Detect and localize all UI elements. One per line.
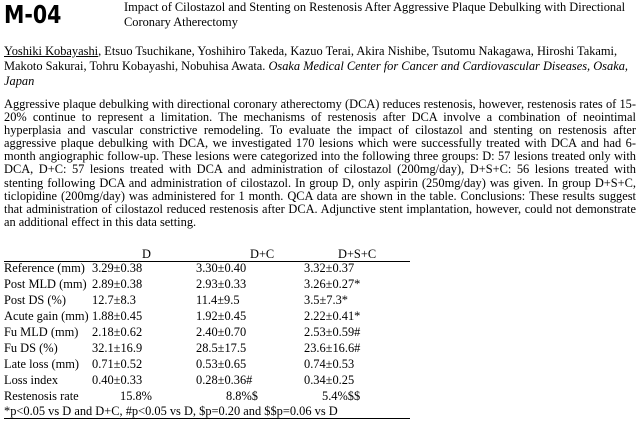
table-cell: Restenosis rate bbox=[4, 389, 79, 403]
table-cell: Loss index bbox=[4, 373, 59, 387]
abstract-title: Impact of Cilostazol and Stenting on Restenosis After Aggressive Plaque Debulking with Directional Coronary Atherectomy bbox=[124, 0, 626, 29]
table-cell: 23.6±16.6# bbox=[304, 341, 361, 355]
table-cell: Fu MLD (mm) bbox=[4, 325, 79, 339]
table-row bbox=[4, 262, 424, 275]
table-cell: 0.34±0.25 bbox=[304, 373, 355, 387]
table-cell: 2.18±0.62 bbox=[92, 325, 143, 339]
table-row bbox=[4, 326, 424, 339]
abstract-body: Aggressive plaque debulking with directional coronary atherectomy (DCA) reduces restenosis, however, restenosis rates of 15-20% continue to represent a limitation. The mechanisms of restenosis after DCA involve a combination of neointimal hyperplasia and vascular constrictive remodeling. To evaluate the impact of cilostazol and stenting on restenosis after aggressive plaque debulking with DCA, we investigated 170 lesions which were successfully treated with DCA and had 6-month angiographic follow-up. These lesions were categorized into the following three groups: D: 57 lesions treated only with DCA, D+C: 57 lesions treated with DCA and administration of cilostazol (200mg/day), D+S+C: 56 lesions treated with stenting following DCA and administration of cilostazol. In group D, only aspirin (250mg/day) was given. In group D+S+C, ticlopidine (200mg/day) was administered for 1 month. QCA data are shown in the table. Conclusions: These results suggest that administration of cilostazol reduced restenosis after DCA. Adjunctive stent implantation, however, could not demonstrate an additional effect in this data setting. bbox=[4, 97, 636, 229]
table-bottom-rule bbox=[4, 418, 410, 419]
table-cell: 0.53±0.65 bbox=[196, 357, 247, 371]
table-cell: 2.53±0.59# bbox=[304, 325, 361, 339]
abstract-code: M-04 bbox=[4, 0, 62, 29]
table-header-row bbox=[4, 248, 424, 261]
table-cell: 0.71±0.52 bbox=[92, 357, 143, 371]
table-cell: 1.88±0.45 bbox=[92, 309, 143, 323]
presenting-author: Yoshiki Kobayashi bbox=[4, 44, 99, 58]
table-cell: 2.40±0.70 bbox=[196, 325, 247, 339]
table-row bbox=[4, 294, 424, 307]
table-cell: 3.32±0.37 bbox=[304, 261, 355, 275]
table-cell: Fu DS (%) bbox=[4, 341, 58, 355]
table-cell: 3.26±0.27* bbox=[304, 277, 361, 291]
table-row bbox=[4, 358, 424, 371]
table-cell: Acute gain (mm) bbox=[4, 309, 89, 323]
table-header-cell: D+S+C bbox=[338, 247, 377, 261]
institution: Osaka Medical Center for Cancer and Cardiovascular Diseases, Osaka, Japan bbox=[4, 59, 628, 88]
table-row bbox=[4, 342, 424, 355]
table-cell: 28.5±17.5 bbox=[196, 341, 247, 355]
table-cell: 12.7±8.3 bbox=[92, 293, 136, 307]
table-cell: 5.4%$$ bbox=[322, 389, 361, 403]
table-cell: 3.5±7.3* bbox=[304, 293, 348, 307]
table-cell: Post MLD (mm) bbox=[4, 277, 87, 291]
table-cell: 11.4±9.5 bbox=[196, 293, 240, 307]
table-cell: 15.8% bbox=[120, 389, 153, 403]
table-cell: 0.74±0.53 bbox=[304, 357, 355, 371]
table-cell: 2.89±0.38 bbox=[92, 277, 143, 291]
table-footnote: *p<0.05 vs D and D+C, #p<0.05 vs D, $p=0.20 and $$p=0.06 vs D bbox=[4, 404, 338, 418]
table-cell: Post DS (%) bbox=[4, 293, 66, 307]
qca-table bbox=[4, 248, 424, 418]
table-header-cell: D+C bbox=[250, 247, 275, 261]
author-list bbox=[4, 44, 636, 89]
table-cell: 8.8%$ bbox=[226, 389, 259, 403]
table-row bbox=[4, 278, 424, 291]
table-cell: 1.92±0.45 bbox=[196, 309, 247, 323]
table-cell: 2.22±0.41* bbox=[304, 309, 361, 323]
table-row bbox=[4, 310, 424, 323]
table-header-cell: D bbox=[142, 247, 151, 261]
table-cell: 3.29±0.38 bbox=[92, 261, 143, 275]
table-row bbox=[4, 390, 424, 403]
table-cell: 32.1±16.9 bbox=[92, 341, 143, 355]
co-authors: , Etsuo Tsuchikane, Yoshihiro Takeda, Kazuo Terai, Akira Nishibe, Tsutomu Nakagawa, Hiroshi Takami, Makoto Sakurai, Tohru Kobayashi, Nobuhisa Awata. bbox=[4, 44, 618, 73]
table-cell: 0.28±0.36# bbox=[196, 373, 253, 387]
table-row bbox=[4, 374, 424, 387]
table-cell: 2.93±0.33 bbox=[196, 277, 247, 291]
table-cell: Late loss (mm) bbox=[4, 357, 80, 371]
table-cell: 0.40±0.33 bbox=[92, 373, 143, 387]
table-cell: Reference (mm) bbox=[4, 261, 85, 275]
table-cell: 3.30±0.40 bbox=[196, 261, 247, 275]
